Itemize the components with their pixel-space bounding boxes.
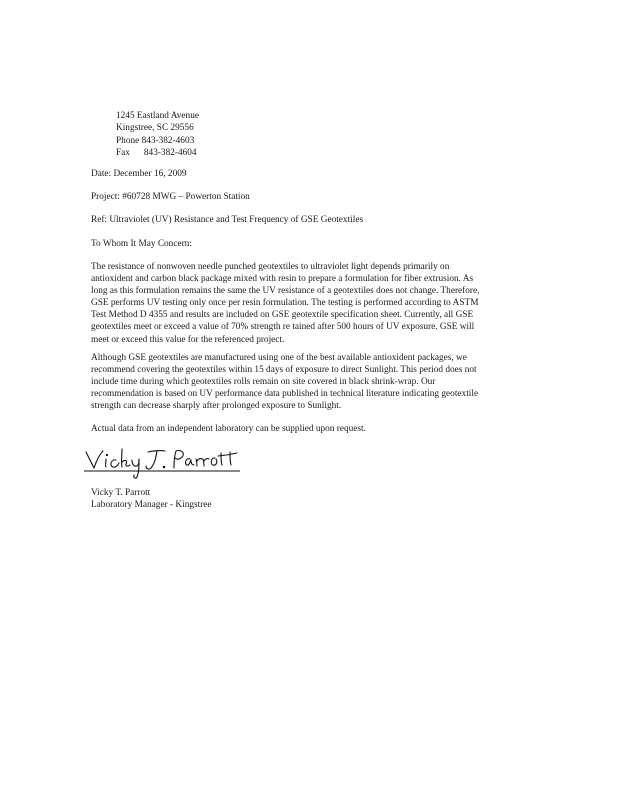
paragraph-3: Actual data from an independent laboratory can be supplied upon request. <box>91 424 366 434</box>
paragraph-1 <box>91 261 521 346</box>
reference-line: Ref: Ultraviolet (UV) Resistance and Test Frequency of GSE Geotextiles <box>91 215 364 225</box>
paragraph-line: geotextiles meet or exceed a value of 70% strength re tained after 500 hours of UV exposure. GSE will <box>91 322 475 333</box>
letter-date: Date: December 16, 2009 <box>91 169 187 179</box>
paragraph-line: The resistance of nonwoven needle punched geotextiles to ultraviolet light depends primarily on <box>91 262 450 272</box>
paragraph-line: strength can decrease sharply after prolonged exposure to Sunlight. <box>91 401 342 412</box>
address-line-2: Kingstree, SC 29556 <box>116 123 194 134</box>
paragraph-line: Although GSE geotextiles are manufactured using one of the best available antioxident packages, we <box>91 353 467 363</box>
paragraph-line: meet or exceed this value for the referenced project. <box>91 334 285 345</box>
paragraph-line: Test Method D 4355 and results are included on GSE geotextile specification sheet. Currently, all GSE <box>91 310 474 321</box>
signer-name: Vicky T. Parrott <box>91 488 151 498</box>
paragraph-line: recommend covering the geotextiles within 15 days of exposure to direct Sunlight. This period does not <box>91 365 477 376</box>
address-line-1: 1245 Eastland Avenue <box>116 111 199 121</box>
paragraph-line: recommendation is based on UV performance data published in technical literature indicating geotextile <box>91 389 479 400</box>
project-line: Project: #60728 MWG – Powerton Station <box>91 192 250 202</box>
salutation: To Whom It May Concern: <box>91 239 192 249</box>
paragraph-line: antioxident and carbon black package mixed with resin to prepare a formulation for fiber extrusion. As <box>91 274 474 285</box>
handwritten-signature <box>82 444 242 480</box>
fax-number: Fax 843-382-4604 <box>116 148 197 159</box>
paragraph-line: include time during which geotextiles rolls remain on site covered in black shrink-wrap. Our <box>91 377 436 388</box>
signer-title: Laboratory Manager - Kingstree <box>91 500 212 511</box>
signature-block <box>91 487 212 511</box>
phone-number: Phone 843-382-4603 <box>116 135 195 146</box>
paragraph-line: long as this formulation remains the same the UV resistance of a geotextiles does not change. Therefore, <box>91 286 480 297</box>
paragraph-2 <box>91 352 521 412</box>
letterhead-address <box>116 110 199 160</box>
paragraph-line: GSE performs UV testing only once per resin formulation. The testing is performed according to ASTM <box>91 298 479 309</box>
